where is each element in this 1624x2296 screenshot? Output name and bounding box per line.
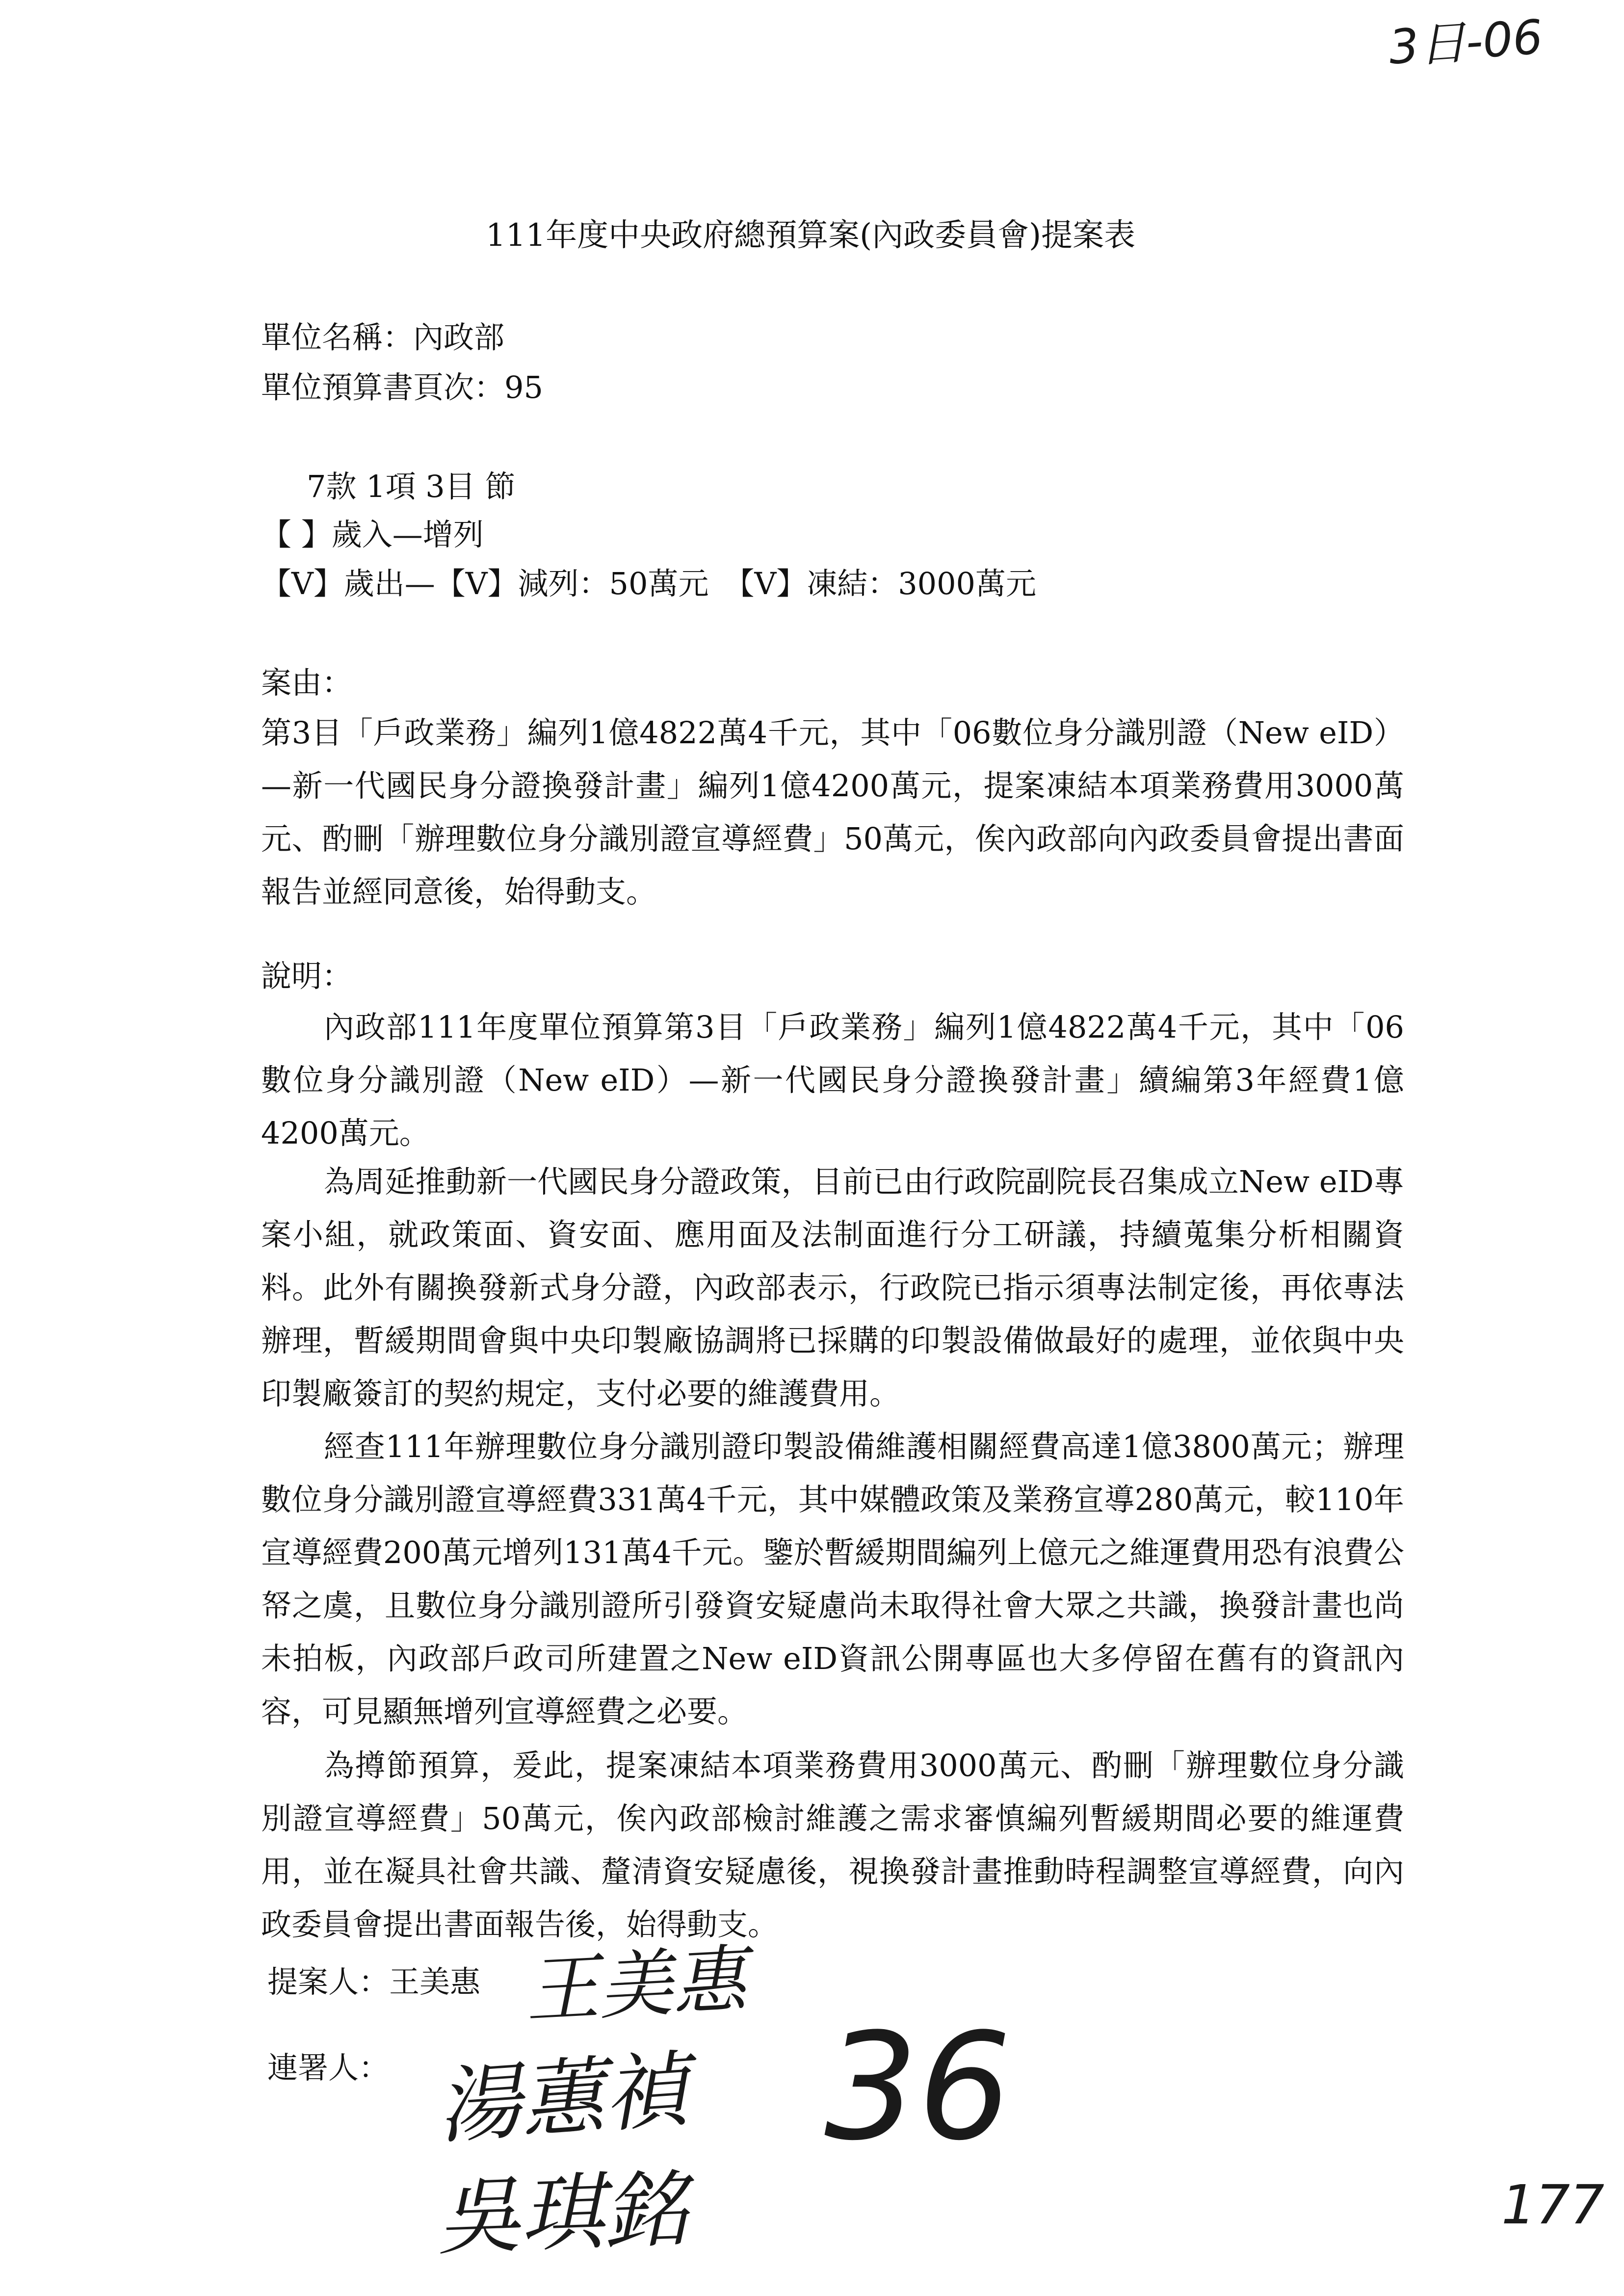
tally-number: 36 (824, 2002, 1012, 2173)
explain-paragraph: 為周延推動新一代國民身分證政策，目前已由行政院副院長召集成立New eID專案小組，就政策面、資安面、應用面及法制面進行分工研議，持續蒐集分析相關資料。此外有關換發新式身分證，內政部表示，行政院已指示須專法制定後，再依專法辦理，暫緩期間會與中央印製廠協調將已採購的印製設備做最好的處理，並依與中央印製廠簽訂的契約規定，支付必要的維護費用。 (261, 1164, 1404, 1411)
explain-paragraph: 經查111年辦理數位身分識別證印製設備維護相關經費高達1億3800萬元；辦理數位身分識別證宣導經費331萬4千元，其中媒體政策及業務宣導280萬元，較110年宣導經費200萬元增列131萬4千元。鑒於暫緩期間編列上億元之維運費用恐有浪費公帑之虞，且數位身分識別證所引發資安疑慮尚未取得社會大眾之共識，換發計畫也尚未拍板，內政部戶政司所建置之New eID資訊公開專區也大多停留在舊有的資訊內容，可見顯無增列宣導經費之必要。 (261, 1429, 1404, 1729)
cosigner-label: 連署人： (267, 2050, 390, 2086)
page-mark: 177 (1501, 2173, 1604, 2236)
expenditure-line: 【V】歲出—【V】減列：50萬元 【V】凍結：3000萬元 (261, 566, 1037, 601)
explain-heading: 說明： (261, 958, 353, 994)
reason-text: 第3目「戶政業務」編列1億4822萬4千元，其中「06數位身分識別證（New eID）—新一代國民身分證換發計畫」編列1億4200萬元，提案凍結本項業務費用3000萬元、酌刪「辦理數位身分識別證宣導經費」50萬元，俟內政部向內政委員會提出書面報告並經同意後，始得動支。 (261, 715, 1404, 910)
page-title: 111年度中央政府總預算案(內政委員會)提案表 (486, 217, 1136, 254)
proposer-label: 提案人：王美惠 (267, 1964, 481, 2000)
unit-budget-page: 單位預算書頁次：95 (261, 369, 543, 405)
cosigner-signature: 吳琪銘 (435, 2161, 689, 2267)
cosigner-signature: 湯蕙禎 (434, 2041, 691, 2156)
revenue-line: 【 】歲入—增列 (261, 517, 484, 552)
explain-paragraph: 為撙節預算，爰此，提案凍結本項業務費用3000萬元、酌刪「辦理數位身分識別證宣導經費」50萬元，俟內政部檢討維護之需求審慎編列暫緩期間必要的維運費用，並在凝具社會共識、釐清資安疑慮後，視換發計畫推動時程調整宣導經費，向內政委員會提出書面報告後，始得動支。 (261, 1748, 1404, 1942)
section-line: 7款 1項 3目 節 (307, 469, 516, 504)
explain-paragraph: 內政部111年度單位預算第3目「戶政業務」編列1億4822萬4千元，其中「06數位身分識別證（New eID）—新一代國民身分證換發計畫」續編第3年經費1億4200萬元。 (261, 1009, 1404, 1151)
proposer-signature: 王美惠 (523, 1937, 748, 2034)
unit-name: 單位名稱：內政部 (261, 319, 505, 355)
corner-mark: 3日-06 (1387, 9, 1545, 75)
reason-heading: 案由： (261, 665, 353, 701)
